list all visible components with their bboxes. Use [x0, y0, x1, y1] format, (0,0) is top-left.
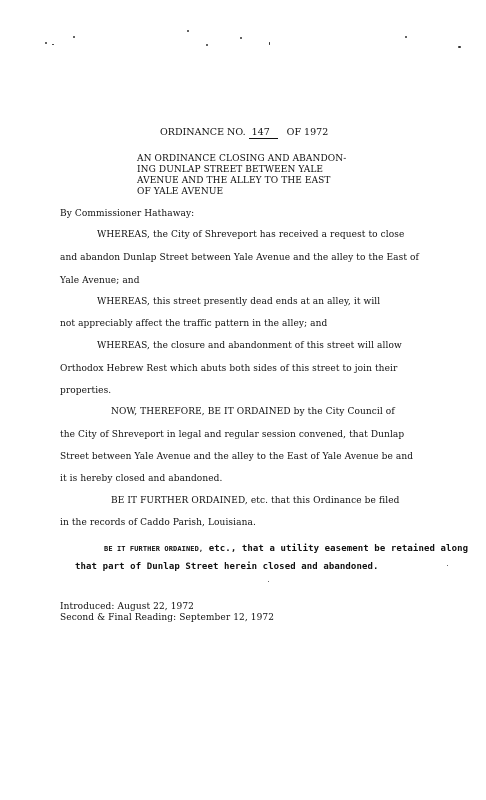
- ordinance-year: OF 1972: [286, 127, 329, 138]
- caption-line: AVENUE AND THE ALLEY TO THE EAST: [137, 176, 331, 186]
- scan-speck: [269, 42, 270, 45]
- scan-speck: [405, 36, 407, 38]
- caption-line: AN ORDINANCE CLOSING AND ABANDON-: [137, 154, 347, 164]
- addendum-caps: BE IT FURTHER ORDAINED,: [104, 545, 204, 553]
- body-line: Yale Avenue; and: [60, 276, 140, 286]
- introduced-date: Introduced: August 22, 1972: [60, 602, 194, 612]
- body-line: WHEREAS, the City of Shreveport has received a request to close: [97, 230, 405, 240]
- scan-speck: [206, 44, 208, 46]
- addendum-line: that part of Dunlap Street herein closed and abandoned.: [75, 562, 379, 572]
- body-line: WHEREAS, the closure and abandonment of this street will allow: [97, 341, 402, 351]
- scan-speck: [45, 42, 47, 44]
- scan-speck: [447, 565, 448, 566]
- body-line: BE IT FURTHER ORDAINED, etc. that this Ordinance be filed: [111, 496, 400, 506]
- ordinance-prefix: ORDINANCE NO.: [160, 127, 246, 138]
- addendum-line: [104, 543, 468, 555]
- body-line: properties.: [60, 386, 112, 396]
- body-line: Orthodox Hebrew Rest which abuts both sides of this street to join their: [60, 364, 398, 374]
- scan-speck: [240, 37, 242, 39]
- scan-speck: [458, 46, 461, 48]
- body-line: the City of Shreveport in legal and regular session convened, that Dunlap: [60, 430, 405, 440]
- ordinance-number: 147: [249, 127, 278, 139]
- body-line: it is hereby closed and abandoned.: [60, 474, 223, 484]
- addendum-text: etc., that a utility easement be retained along: [203, 544, 469, 554]
- body-line: not appreciably affect the traffic pattern in the alley; and: [60, 319, 328, 329]
- scan-speck: [73, 36, 75, 38]
- body-line: NOW, THEREFORE, BE IT ORDAINED by the City Council of: [111, 407, 395, 417]
- final-reading-date: Second & Final Reading: September 12, 1972: [60, 613, 275, 623]
- caption-line: OF YALE AVENUE: [137, 187, 224, 197]
- body-line: and abandon Dunlap Street between Yale Avenue and the alley to the East of: [60, 253, 419, 263]
- body-line: in the records of Caddo Parish, Louisiana.: [60, 518, 256, 528]
- scan-speck: [187, 30, 189, 32]
- body-line: WHEREAS, this street presently dead ends at an alley, it will: [97, 297, 381, 307]
- scan-speck: [52, 44, 54, 45]
- body-line: Street between Yale Avenue and the alley to the East of Yale Avenue be and: [60, 452, 414, 462]
- ordinance-title: [160, 127, 328, 139]
- caption-line: ING DUNLAP STREET BETWEEN YALE: [137, 165, 324, 175]
- scan-speck: [268, 581, 269, 582]
- sponsor-line: By Commissioner Hathaway:: [60, 209, 195, 219]
